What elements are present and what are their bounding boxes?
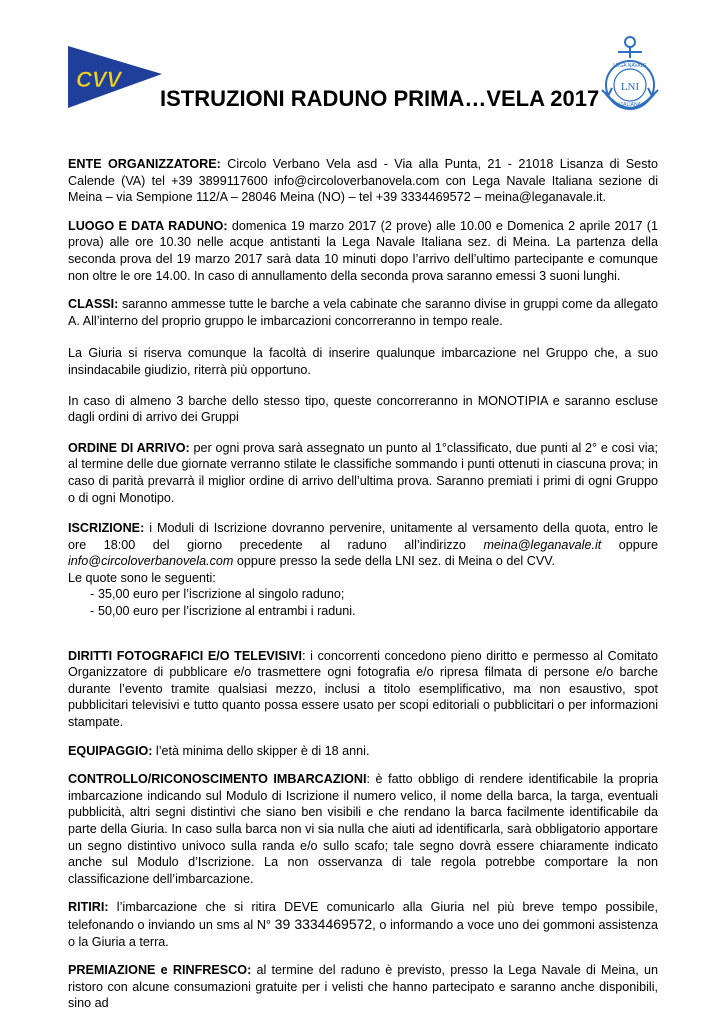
section-text: i Moduli di Iscrizione dovranno pervenire, unitamente al versamento della quota, entro le ore 18:00 del giorno precedente al raduno all’indirizzo — [68, 521, 658, 552]
lni-bottom-text: ITALIANA — [619, 102, 641, 108]
section-text: l’imbarcazione che si ritira DEVE comunicarlo alla Giuria nel più breve tempo possibile, telefonando o inviando un sms al N° — [68, 900, 658, 932]
document-body — [68, 156, 658, 1024]
section-text: oppure — [601, 537, 658, 552]
section-ritiri — [68, 899, 658, 950]
section-monotipia — [68, 393, 658, 426]
section-controllo — [68, 771, 658, 887]
section-text: In caso di almeno 3 barche dello stesso tipo, queste concorreranno in MONOTIPIA e saranno escluse dagli ordini di arrivo dei Gruppi — [68, 393, 658, 425]
lni-logo — [596, 30, 664, 122]
section-label: ORDINE DI ARRIVO: — [68, 440, 190, 455]
cvv-logo — [66, 44, 164, 110]
cvv-logo-text: CVV — [76, 67, 122, 92]
section-text: , o informando a voce uno dei gommoni assistenza o la Giuria a terra. — [68, 917, 658, 949]
phone-number: 39 3334469572 — [274, 915, 373, 932]
lni-initials: LNI — [620, 81, 640, 93]
section-label: CLASSI: — [68, 297, 119, 312]
spacer — [68, 634, 658, 648]
section-classi — [68, 296, 658, 329]
section-text: l’età minima dello skipper è di 18 anni. — [152, 743, 370, 758]
section-text: per ogni prova sarà assegnato un punto al 1°classificato, due punti al 2° e così via; al termine delle due giornate verranno stilate le classifiche sommando i punti ottenuti in ciascuna prova; in caso di parità prevarrà il miglior ordine di arrivo dell’ultima prova. Saranno premiati i primi di ogni Gruppo o di ogni Monotipo. — [68, 440, 659, 505]
page-title: ISTRUZIONI RADUNO PRIMA…VELA 2017 — [160, 86, 600, 111]
section-ente — [68, 156, 658, 206]
section-text: al termine del raduno è previsto, presso la Lega Navale di Meina, un ristoro con alcune consumazioni gratuite per i velisti che hanno partecipato e saranno anche disponibili, sino ad — [68, 963, 658, 1011]
section-text: : è fatto obbligo di rendere identificabile la propria imbarcazione indicando sul Modulo di Iscrizione il numero velico, il nome della barca, la targa, eventuali pubblicità, altri segni distintivi che siano ben visibili e che rendano la barca facilmente identificabile da parte della Giuria. In caso sulla barca non vi sia nulla che aiuti ad identificarla, sarà obbligatorio apportare un segno distintivo univoco sulla randa e/o sullo scafo; tale segno dovrà essere chiaramente indicato anche sul Modulo d’Iscrizione. La non osservanza di tale regola potrebbe comportare la non classificazione dell’imbarcazione. — [68, 772, 658, 886]
section-label: CONTROLLO/RICONOSCIMENTO IMBARCAZIONI — [68, 772, 367, 787]
quote-list — [68, 586, 658, 619]
section-diritti — [68, 648, 658, 731]
section-text: : i concorrenti concedono pieno diritto e permesso al Comitato Organizzatore di pubblicare e/o trasmettere ogni fotografia e/o ripresa filmata di persone e/o barche durante l’evento tramite qualsiasi mezzo, inclusi a titolo esemplificativo, ma non esaustivo, spot pubblicitari televisivi e tutto quanto possa essere usato per scopi editoriali o pubblicitari o per informazioni stampate. — [68, 648, 658, 730]
section-iscrizione — [68, 520, 658, 570]
section-label: LUOGO E DATA RADUNO: — [68, 218, 228, 233]
section-ordine — [68, 440, 658, 506]
section-text: La Giuria si riserva comunque la facoltà di inserire qualunque imbarcazione nel Gruppo che, a suo insindacabile giudizio, riterrà più opportuno. — [68, 346, 658, 377]
email-link-cvv[interactable]: info@circoloverbanovela.com — [68, 554, 234, 569]
section-label: DIRITTI FOTOGRAFICI E/O TELEVISIVI — [68, 648, 303, 663]
section-premiazione — [68, 962, 658, 1012]
email-link-lni[interactable]: meina@leganavale.it — [483, 537, 602, 552]
list-item: - 50,00 euro per l’iscrizione al entrambi i raduni. — [68, 603, 658, 620]
section-equipaggio — [68, 743, 658, 760]
section-label: ENTE ORGANIZZATORE: — [68, 157, 221, 171]
section-luogo — [68, 218, 658, 284]
section-label: RITIRI: — [68, 900, 109, 915]
lni-top-text: LEGA NAVALE — [613, 63, 647, 69]
section-giuria — [68, 345, 658, 378]
anchor-ring-icon — [625, 37, 635, 47]
section-text: Circolo Verbano Vela asd - Via alla Punta, 21 - 21018 Lisanza di Sesto Calende (VA) tel +39 3899117600 info@circoloverbanovela.com con Lega Navale Italiana sezione di Meina – via Sempione 112/A – 28046 Meina (NO) – tel +39 3334469572 – meina@leganavale.it. — [68, 157, 658, 205]
section-label: PREMIAZIONE e RINFRESCO: — [68, 963, 252, 978]
section-text: oppure presso la sede della LNI sez. di Meina o del CVV. — [233, 554, 555, 569]
quote-intro: Le quote sono le seguenti: — [68, 570, 216, 585]
section-label: EQUIPAGGIO: — [68, 743, 153, 758]
section-text: domenica 19 marzo 2017 (2 prove) alle 10.00 e Domenica 2 aprile 2017 (1 prova) alle ore 10.30 nelle acque antistanti la Lega Navale Italiana sez. di Meina. La partenza della seconda prova del 19 marzo 2017 sarà data 10 minuti dopo l’arrivo dell’ultimo partecipante e comunque non oltre le ore 14.00. In caso di annullamento della seconda prova saranno emessi 3 suoni lunghi. — [68, 218, 658, 283]
list-item: - 35,00 euro per l’iscrizione al singolo raduno; — [68, 586, 658, 603]
section-label: ISCRIZIONE: — [68, 521, 145, 536]
section-text: saranno ammesse tutte le barche a vela cabinate che saranno divise in gruppi come da allegato A. All’interno del proprio gruppo le imbarcazioni concorreranno in tempo reale. — [68, 297, 658, 328]
